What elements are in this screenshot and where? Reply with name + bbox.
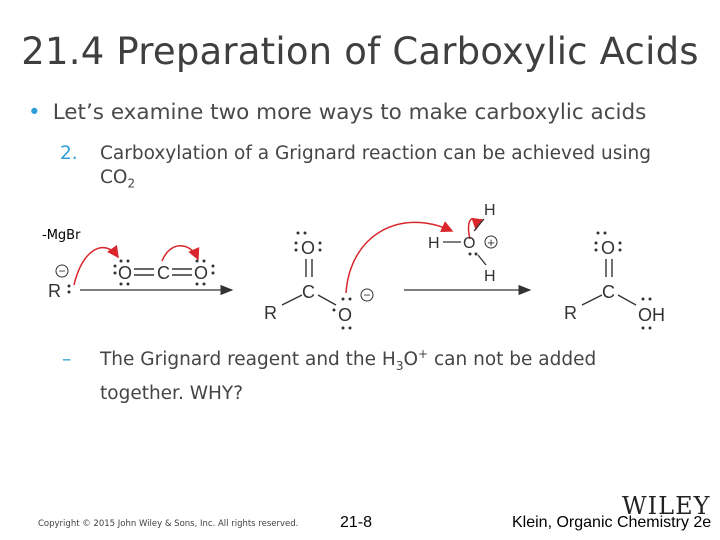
hydronium <box>428 202 497 285</box>
h-atom: H <box>484 268 496 285</box>
bullet-text: Let’s examine two more ways to make carboxylic acids <box>52 100 647 125</box>
page-number: 21-8 <box>340 514 373 531</box>
point-text-line1: Carboxylation of a Grignard reaction can be achieved using <box>100 143 651 164</box>
h-atom: H <box>484 202 496 219</box>
carbon-dioxide <box>114 260 215 286</box>
dash-text-b: O <box>403 349 419 371</box>
dash-text-a: The Grignard reagent and the H <box>100 349 396 371</box>
electron-arrow-1 <box>74 248 118 285</box>
carbanion-r <box>48 264 71 301</box>
o-atom: O <box>194 263 209 283</box>
reagent-label: -MgBr <box>42 228 81 243</box>
electron-arrow-2 <box>162 246 198 261</box>
o-atom: O <box>118 263 133 283</box>
c-atom: C <box>602 282 615 302</box>
point-text-co-subscript: 2 <box>127 176 136 191</box>
oh-group: OH <box>638 305 665 325</box>
slide-title: 21.4 Preparation of Carboxylic Acids <box>21 30 699 73</box>
o-atom: O <box>463 235 476 252</box>
dash-text-subscript: 3 <box>395 358 404 373</box>
dash-text-line2: together. WHY? <box>100 382 244 404</box>
o-atom: O <box>301 238 316 258</box>
minus-charge: − <box>363 288 371 302</box>
c-atom: C <box>157 263 170 283</box>
plus-charge: + <box>487 235 495 250</box>
bullet-point <box>28 100 646 125</box>
carboxylic-acid-product <box>564 232 665 330</box>
c-atom: C <box>302 282 315 302</box>
r-atom: R <box>48 281 61 301</box>
o-atom: O <box>338 305 353 325</box>
numbered-point <box>60 142 651 196</box>
publisher-logo: WILEY <box>622 492 711 520</box>
point-text-co: CO <box>100 167 128 188</box>
dash-point <box>62 341 596 407</box>
copyright-notice: Copyright © 2015 John Wiley & Sons, Inc. All rights reserved. <box>38 519 299 529</box>
dash-text-superscript: + <box>418 347 429 361</box>
bullet-marker: • <box>28 100 41 125</box>
h-atom: H <box>428 235 440 252</box>
reaction-scheme <box>0 195 720 335</box>
o-atom: O <box>601 238 616 258</box>
r-atom: R <box>564 303 577 323</box>
dash-text-c: can not be added <box>428 349 597 371</box>
book-citation: Klein, Organic Chemistry 2e <box>512 514 712 531</box>
dash-marker: – <box>62 349 72 371</box>
minus-charge: − <box>58 264 66 278</box>
point-number: 2. <box>60 143 78 164</box>
r-atom: R <box>264 303 277 323</box>
electron-arrow-3 <box>346 222 452 293</box>
carboxylate-intermediate <box>264 232 373 330</box>
